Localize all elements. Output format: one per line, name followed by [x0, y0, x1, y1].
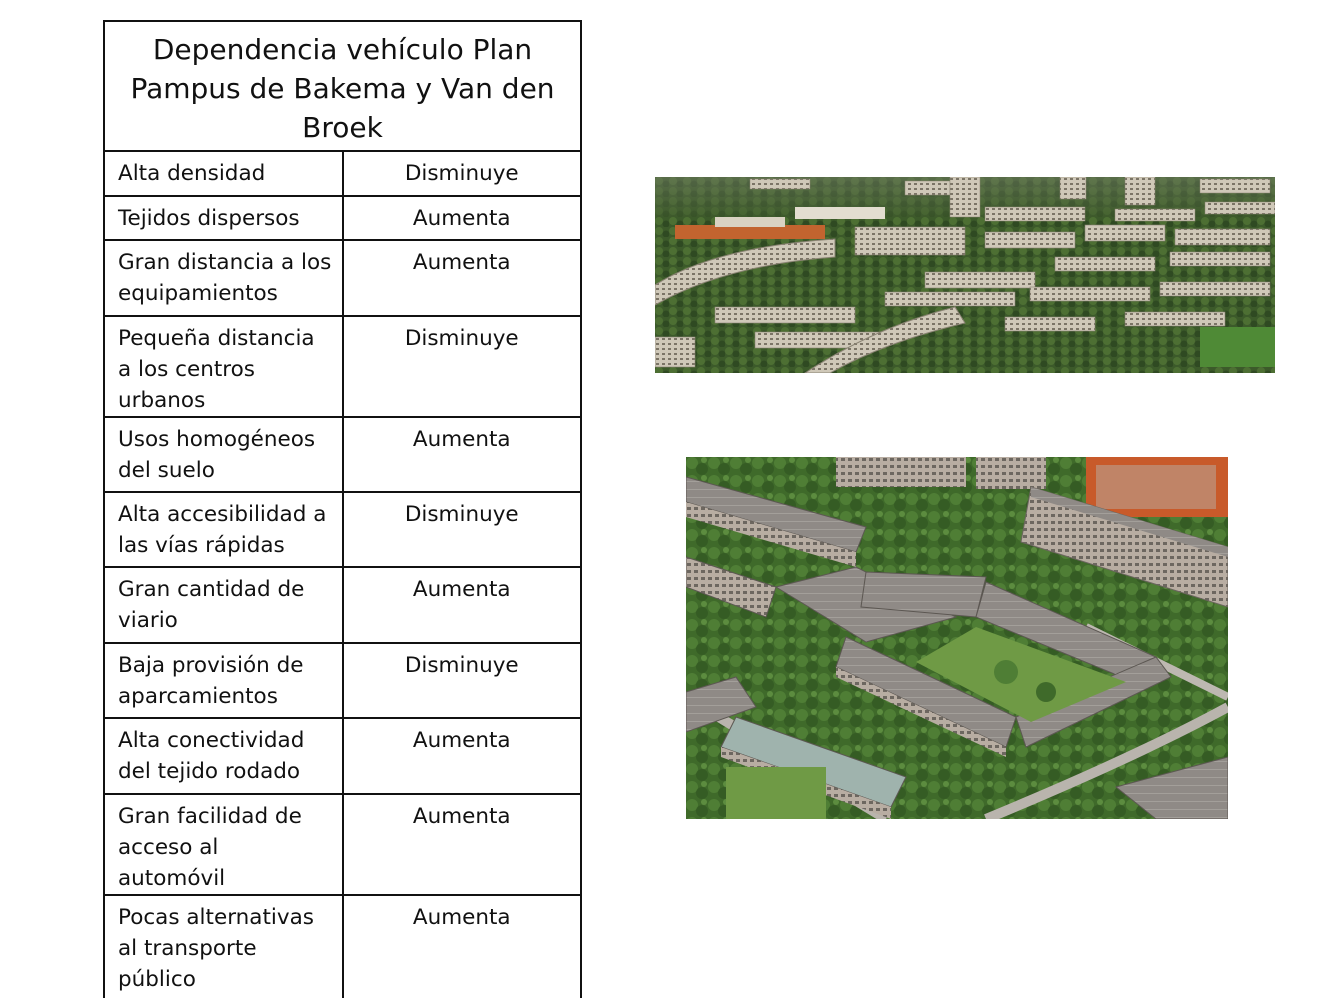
effect-cell: Aumenta	[343, 196, 582, 240]
factor-cell: Usos homogéneos del suelo	[104, 417, 343, 492]
factor-cell: Tejidos dispersos	[104, 196, 343, 240]
effect-cell: Disminuye	[343, 643, 582, 718]
effect-cell: Aumenta	[343, 718, 582, 794]
aerial-photo-icon	[686, 457, 1228, 819]
effect-cell: Aumenta	[343, 567, 582, 643]
effect-cell: Aumenta	[343, 417, 582, 492]
factor-cell: Gran distancia a los equipamientos	[104, 240, 343, 316]
effect-cell: Aumenta	[343, 794, 582, 895]
table-row	[104, 567, 581, 643]
table-header-row	[104, 21, 581, 151]
aerial-photo-top	[655, 177, 1275, 373]
factor-cell: Baja provisión de aparcamientos	[104, 643, 343, 718]
aerial-photo-bottom	[686, 457, 1228, 819]
factor-cell: Gran facilidad de acceso al automóvil	[104, 794, 343, 895]
table-row	[104, 895, 581, 998]
dependency-table	[103, 20, 582, 998]
factor-cell: Pequeña distancia a los centros urbanos	[104, 316, 343, 417]
effect-cell: Disminuye	[343, 151, 582, 196]
effect-cell: Aumenta	[343, 895, 582, 998]
factor-cell: Pocas alternativas al transporte público	[104, 895, 343, 998]
table-row	[104, 196, 581, 240]
factor-cell: Alta densidad	[104, 151, 343, 196]
table-row	[104, 794, 581, 895]
table-row	[104, 240, 581, 316]
table-row	[104, 151, 581, 196]
table-row	[104, 643, 581, 718]
table-title: Dependencia vehículo Plan Pampus de Bakema y Van den Broek	[104, 21, 581, 151]
table-row	[104, 316, 581, 417]
factor-cell: Gran cantidad de viario	[104, 567, 343, 643]
factor-cell: Alta accesibilidad a las vías rápidas	[104, 492, 343, 567]
effect-cell: Aumenta	[343, 240, 582, 316]
table-row	[104, 417, 581, 492]
aerial-photo-icon	[655, 177, 1275, 373]
effect-cell: Disminuye	[343, 492, 582, 567]
factor-cell: Alta conectividad del tejido rodado	[104, 718, 343, 794]
table-row	[104, 492, 581, 567]
table-row	[104, 718, 581, 794]
effect-cell: Disminuye	[343, 316, 582, 417]
